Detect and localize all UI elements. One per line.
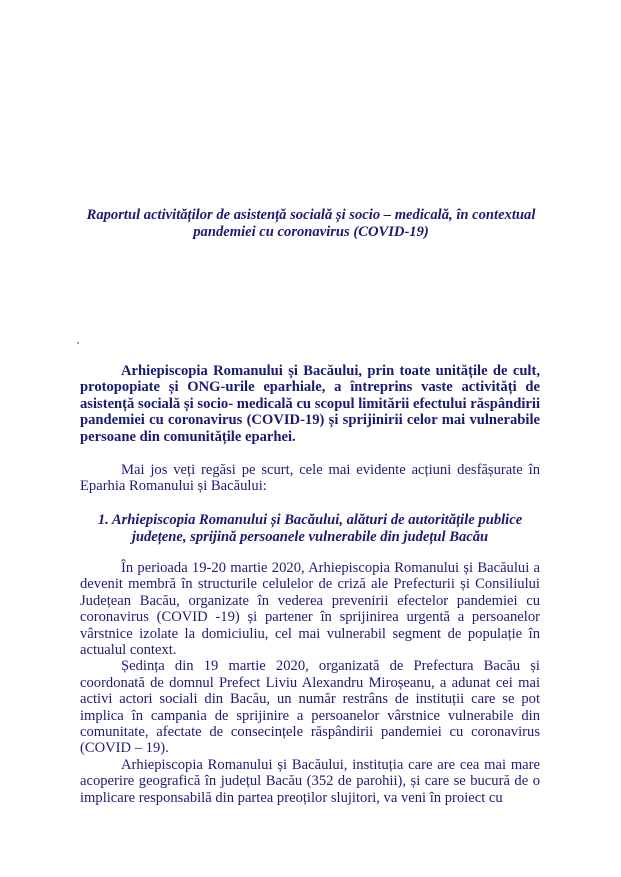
body-paragraph: În perioada 19-20 martie 2020, Arhiepiscopia Romanului și Bacăului a devenit membră în structurile celulelor de criză ale Prefecturii și Consiliului Județean Bacău, organizate în vederea prevenirii efectelor pandemiei cu coronavirus (COVID -19) și partener în sprijinirea urgentă a persoanelor vârstnice izolate la domiciuliu, cel mai vulnerabil segment de populație în actualul context. <box>80 560 540 659</box>
body-paragraph: Arhiepiscopia Romanului și Bacăului, instituția care are cea mai mare acoperire geografică în județul Bacău (352 de parohii), și care se bucură de o implicare responsabilă din partea preoților slujitori, va veni în proiect cu <box>80 756 540 806</box>
section-heading: 1. Arhiepiscopia Romanului și Bacăului, alături de autoritățile publice județene, sprijină persoanele vulnerabile din județul Bacău <box>97 512 523 545</box>
body-text <box>80 560 540 806</box>
intro-paragraph: Arhiepiscopia Romanului și Bacăului, prin toate unitățile de cult, protopopiate și ONG-urile eparhiale, a întreprins vaste activități de asistență socială și socio- medicală cu scopul limitării efectului răspândirii pandemiei cu coronavirus (COVID-19) și sprijinirii celor mai vulnerabile persoane din comunitățile eparhei. <box>80 363 540 445</box>
lead-paragraph: Mai jos veți regăsi pe scurt, cele mai evidente acțiuni desfășurate în Eparhia Romanului și Bacăului: <box>80 462 540 495</box>
stray-mark <box>77 342 79 344</box>
document-title: Raportul activităților de asistență socială și socio – medicală, în contextual pandemiei cu coronavirus (COVID-19) <box>86 207 536 240</box>
body-paragraph: Ședința din 19 martie 2020, organizată de Prefectura Bacău și coordonată de domnul Prefect Liviu Alexandru Miroșeanu, a adunat cei mai activi actori sociali din Bacău, un număr restrâns de instituții care se pot implica în campania de sprijinire a persoanelor vârstnice vulnerabile din comunitate, afectate de consecințele răspândirii pandemiei cu coronavirus (COVID – 19). <box>80 658 540 757</box>
